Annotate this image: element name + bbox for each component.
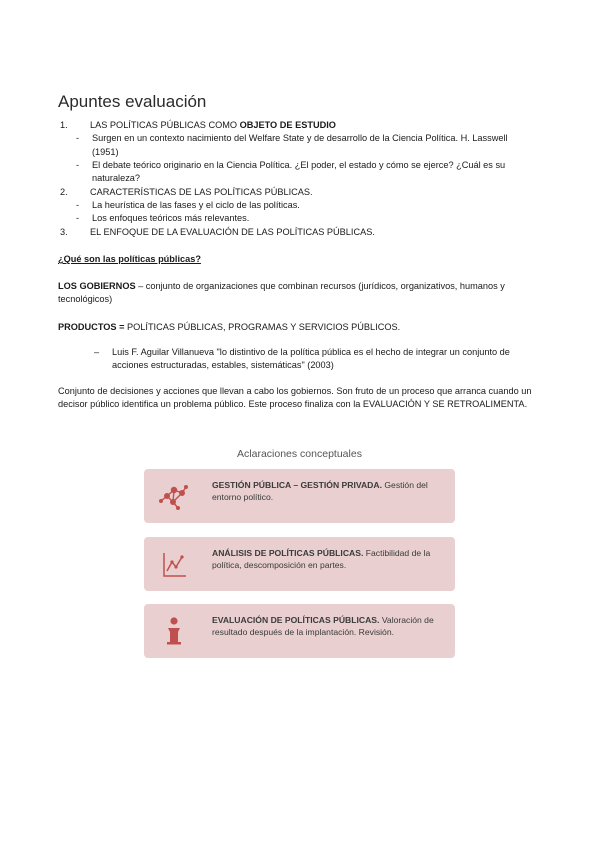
productos-definition: POLÍTICAS PÚBLICAS, PROGRAMAS Y SERVICIOS PÚBLICOS. [124,322,401,332]
card-text [212,548,438,572]
item-text: EL ENFOQUE DE LA EVALUACIÓN DE LAS POLÍTICAS PÚBLICAS. [90,226,375,237]
outline-subitem [58,199,542,212]
outline-subitem [58,132,542,159]
subitem-text: La heurística de las fases y el ciclo de las políticas. [92,200,300,211]
concept-card-analisis [144,537,455,591]
chart-trend-icon [158,549,190,579]
card-text [212,615,438,639]
outline-item-3 [58,226,542,239]
card-heading: ANÁLISIS DE POLÍTICAS PÚBLICAS. [212,548,364,558]
section-question: ¿Qué son las políticas públicas? [58,254,201,264]
page-title: Apuntes evaluación [58,92,207,111]
item-text: LAS POLÍTICAS PÚBLICAS COMO [90,120,240,130]
productos-paragraph [58,321,540,334]
item-number: 3. [60,226,68,237]
concept-card-gestion [144,469,455,523]
outline-subitem [58,212,542,225]
dash-bullet: - [76,200,80,211]
item-text: CARACTERÍSTICAS DE LAS POLÍTICAS PÚBLICAS. [90,186,313,197]
term-productos: PRODUCTOS = [58,322,125,332]
card-description: Valoración de resultado después de la implantación. Revisión. [212,615,434,637]
outline-item-2 [58,186,542,199]
term-gobiernos: LOS GOBIERNOS [58,281,136,291]
speaker-podium-icon [158,616,190,646]
outline-subitem [58,159,542,186]
card-heading: GESTIÓN PÚBLICA – GESTIÓN PRIVADA. [212,480,382,490]
quote-text: Luis F. Aguilar Villanueva "lo distintivo de la política pública es el hecho de integrar un conjunto de acciones estructuradas, estables, sistemáticas" (2003) [112,347,510,371]
subitem-text: Los enfoques teóricos más relevantes. [92,213,250,224]
subitem-text: El debate teórico originario en la Ciencia Política. ¿El poder, el estado y cómo se ejerce? ¿Cuál es su naturaleza? [92,160,506,184]
dash-bullet: - [76,160,80,171]
gobiernos-definition: – conjunto de organizaciones que combinan recursos (jurídicos, organizativos, humanos y tecnológicos) [58,281,505,305]
card-text [212,480,438,504]
card-description: Factibilidad de la política, descomposición en partes. [212,548,431,570]
quote-paragraph [94,346,540,373]
card-description: Gestión del entorno político. [212,480,428,502]
outline-item-1 [58,119,542,132]
dash-bullet: - [76,133,80,144]
subitem-text: Surgen en un contexto nacimiento del Welfare State y de desarrollo de la Ciencia Política. H. Lasswell (1951) [92,133,508,157]
card-heading: EVALUACIÓN DE POLÍTICAS PÚBLICAS. [212,615,380,625]
network-icon [158,481,190,511]
diagram-title: Aclaraciones conceptuales [237,448,362,460]
conjunto-paragraph: Conjunto de decisiones y acciones que llevan a cabo los gobiernos. Son fruto de un proceso que arranca cuando un decisor público identifica un problema público. Este proceso finaliza con la EVALUACIÓN Y SE RETROALIMENTA. [58,386,532,410]
item-number: 2. [60,186,68,197]
concept-card-evaluacion [144,604,455,658]
gobiernos-paragraph [58,280,540,307]
item-number: 1. [60,120,68,130]
outline-list [58,119,542,239]
quote-dash: – [94,347,100,357]
item-bold-text: OBJETO DE ESTUDIO [239,120,336,130]
dash-bullet: - [76,213,80,224]
